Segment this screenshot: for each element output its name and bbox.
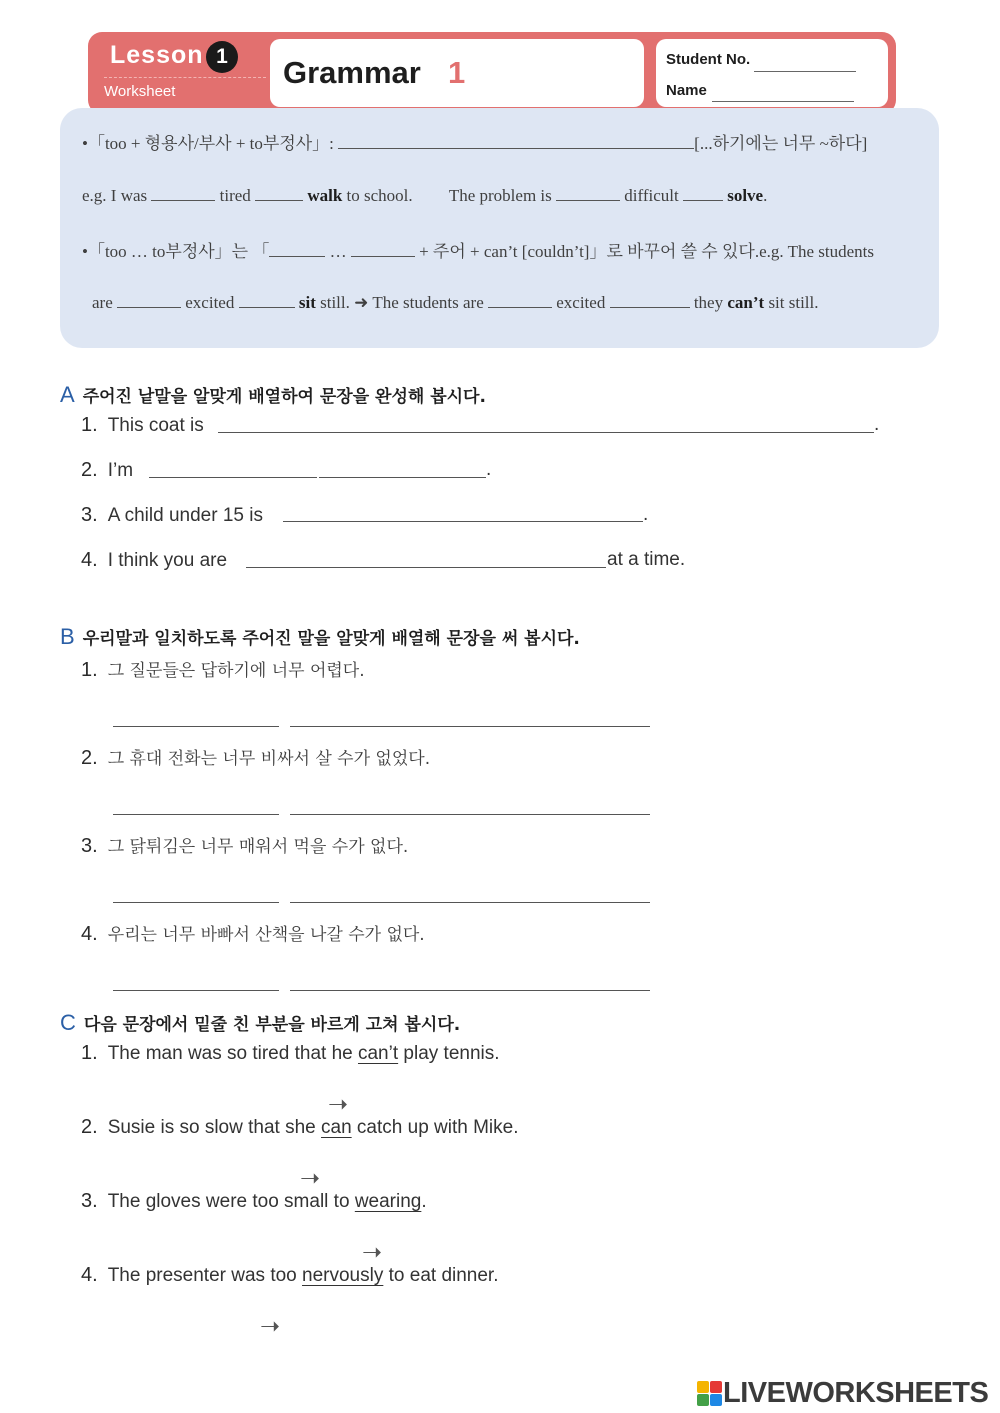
b1-answer-line-2[interactable] xyxy=(290,726,650,727)
c2-arrow-icon: ➝ xyxy=(300,1164,321,1192)
ex2-blank-1[interactable] xyxy=(117,296,181,308)
ex1-text-e: The problem is xyxy=(448,186,552,205)
rule2-blank-1[interactable] xyxy=(269,245,325,257)
grammar-rule-1 xyxy=(82,129,867,154)
section-b-item-3 xyxy=(81,832,408,858)
rule2-text-a: •「too … to부정사」는 「 xyxy=(82,242,270,261)
item-text-before: The man was so tired that he xyxy=(107,1043,358,1064)
a4-ending: at a time. xyxy=(607,549,686,570)
a2-answer-line-2[interactable] xyxy=(319,477,486,478)
rule1-blank[interactable] xyxy=(338,137,694,149)
item-number: 3. xyxy=(81,1190,98,1212)
a4-answer-line[interactable] xyxy=(246,567,606,568)
section-a-item-3 xyxy=(81,504,263,527)
ex2-text-g: they xyxy=(693,293,724,312)
a3-period: . xyxy=(643,504,649,525)
item-text-after: catch up with Mike. xyxy=(351,1117,519,1138)
item-number: 1. xyxy=(81,414,98,436)
lesson-label: Lesson xyxy=(110,41,204,69)
a2-answer-line-1[interactable] xyxy=(149,477,317,478)
ex1-text-b: tired xyxy=(219,186,251,205)
c4-arrow-icon: ➝ xyxy=(260,1312,281,1340)
section-c-heading xyxy=(60,1010,460,1036)
rule2-text-d: e.g. The students xyxy=(759,242,874,261)
rule2-blank-2[interactable] xyxy=(351,245,415,257)
grammar-example-1 xyxy=(82,186,767,206)
item-text-after: . xyxy=(421,1191,427,1212)
item-underlined-text: can xyxy=(321,1117,352,1138)
grammar-rule-2 xyxy=(82,237,874,262)
section-b-item-4 xyxy=(81,920,425,946)
section-b-letter: B xyxy=(60,624,75,649)
item-number: 1. xyxy=(81,1042,98,1064)
page-title: Grammar xyxy=(283,55,421,90)
b4-answer-line-1[interactable] xyxy=(113,990,279,991)
ex1-text-h: . xyxy=(763,186,768,205)
lesson-number: 1 xyxy=(206,41,238,73)
title-box xyxy=(270,39,644,107)
grammar-example-2 xyxy=(92,293,819,313)
student-info-box xyxy=(656,39,888,107)
item-underlined-text: wearing xyxy=(354,1191,422,1212)
item-underlined-text: can’t xyxy=(357,1043,399,1064)
ex1-text-f: difficult xyxy=(624,186,679,205)
item-number: 2. xyxy=(81,747,98,769)
item-text: 그 닭튀김은 너무 매워서 먹을 수가 없다. xyxy=(107,837,409,857)
ex2-text-i: sit still. xyxy=(768,293,819,312)
name-field[interactable] xyxy=(712,101,854,102)
c1-arrow-icon: ➝ xyxy=(328,1090,349,1118)
item-number: 3. xyxy=(81,835,98,857)
a2-period: . xyxy=(486,459,492,480)
lesson-divider xyxy=(104,77,266,78)
item-text: 그 휴대 전화는 너무 비싸서 살 수가 없었다. xyxy=(107,749,431,769)
rule1-meaning: [...하기에는 너무 ~하다] xyxy=(694,134,868,153)
grammar-summary-box xyxy=(60,108,939,348)
ex2-text-e: The students are xyxy=(372,293,484,312)
item-number: 3. xyxy=(81,504,98,526)
ex2-text-h: can’t xyxy=(727,293,765,312)
item-text: 그 질문들은 답하기에 너무 어렵다. xyxy=(107,661,365,681)
item-number: 2. xyxy=(81,1116,98,1138)
b3-answer-line-1[interactable] xyxy=(113,902,279,903)
section-a-instruction: 주어진 낱말을 알맞게 배열하여 문장을 완성해 봅시다. xyxy=(82,387,486,407)
item-number: 4. xyxy=(81,923,98,945)
section-c-item-4 xyxy=(81,1264,499,1287)
section-b-item-1 xyxy=(81,656,365,682)
ex1-blank-1[interactable] xyxy=(151,189,215,201)
item-number: 4. xyxy=(81,1264,98,1286)
section-a-heading xyxy=(60,382,486,408)
item-text-before: Susie is so slow that she xyxy=(107,1117,322,1138)
ex2-blank-4[interactable] xyxy=(610,296,690,308)
item-number: 4. xyxy=(81,549,98,571)
section-c-item-1 xyxy=(81,1042,500,1065)
section-c-item-3 xyxy=(81,1190,427,1213)
ex2-text-a: are xyxy=(92,293,113,312)
item-text-before: The presenter was too xyxy=(107,1265,303,1286)
ex1-blank-4[interactable] xyxy=(683,189,723,201)
item-text: A child under 15 is xyxy=(107,505,263,526)
section-a-item-4 xyxy=(81,549,227,572)
item-text: 우리는 너무 바빠서 산책을 나갈 수가 없다. xyxy=(107,925,425,945)
ex2-text-f: excited xyxy=(556,293,606,312)
item-underlined-text: nervously xyxy=(302,1265,384,1286)
ex2-text-d: still. xyxy=(320,293,350,312)
logo-grid-icon xyxy=(697,1381,723,1407)
section-b-heading xyxy=(60,624,580,650)
item-text: I think you are xyxy=(107,550,228,571)
ex2-blank-3[interactable] xyxy=(488,296,552,308)
ex1-text-c: walk xyxy=(307,186,343,205)
b2-answer-line-1[interactable] xyxy=(113,814,279,815)
name-label: Name xyxy=(666,82,707,99)
lesson-badge xyxy=(88,32,268,114)
ex2-text-b: excited xyxy=(185,293,235,312)
ex1-blank-3[interactable] xyxy=(556,189,620,201)
b3-answer-line-2[interactable] xyxy=(290,902,650,903)
item-number: 1. xyxy=(81,659,98,681)
item-number: 2. xyxy=(81,459,98,481)
page-title-number: 1 xyxy=(448,55,466,90)
student-no-label: Student No. xyxy=(666,51,751,68)
section-b-item-2 xyxy=(81,744,430,770)
worksheet-header xyxy=(88,32,896,114)
c3-arrow-icon: ➝ xyxy=(362,1238,383,1266)
rule1-prefix: •「too + 형용사/부사 + to부정사」: xyxy=(82,134,334,153)
student-no-field[interactable] xyxy=(754,71,856,72)
section-a-item-1 xyxy=(81,414,204,437)
rule2-text-c: + 주어 + can’t [couldn’t]」로 바꾸어 쓸 수 있다. xyxy=(419,242,760,261)
ex1-text-a: e.g. I was xyxy=(82,186,148,205)
item-text-after: to eat dinner. xyxy=(383,1265,499,1286)
section-c-instruction: 다음 문장에서 밑줄 친 부분을 바르게 고쳐 봅시다. xyxy=(83,1015,461,1035)
item-text-after: play tennis. xyxy=(398,1043,500,1064)
a3-answer-line[interactable] xyxy=(283,521,643,522)
ex1-text-d: to school. xyxy=(346,186,413,205)
item-text: I’m xyxy=(107,460,134,481)
a1-answer-line[interactable] xyxy=(218,432,874,433)
section-b-instruction: 우리말과 일치하도록 주어진 말을 알맞게 배열해 문장을 써 봅시다. xyxy=(82,629,580,649)
ex1-blank-2[interactable] xyxy=(255,189,303,201)
section-a-letter: A xyxy=(60,382,75,407)
a1-period: . xyxy=(874,414,880,435)
b2-answer-line-2[interactable] xyxy=(290,814,650,815)
section-a-item-2 xyxy=(81,459,133,482)
section-c-letter: C xyxy=(60,1010,76,1035)
item-text: This coat is xyxy=(107,415,204,436)
ex2-arrow-icon: ➜ xyxy=(354,293,369,312)
ex1-text-g: solve xyxy=(727,186,764,205)
b4-answer-line-2[interactable] xyxy=(290,990,650,991)
logo-text: LIVEWORKSHEETS xyxy=(723,1377,989,1409)
ex2-text-c: sit xyxy=(298,293,316,312)
section-c-item-2 xyxy=(81,1116,519,1139)
rule2-text-b: … xyxy=(329,242,347,261)
ex2-blank-2[interactable] xyxy=(239,296,295,308)
item-text-before: The gloves were too small to xyxy=(107,1191,355,1212)
worksheet-label: Worksheet xyxy=(104,83,176,100)
b1-answer-line-1[interactable] xyxy=(113,726,279,727)
